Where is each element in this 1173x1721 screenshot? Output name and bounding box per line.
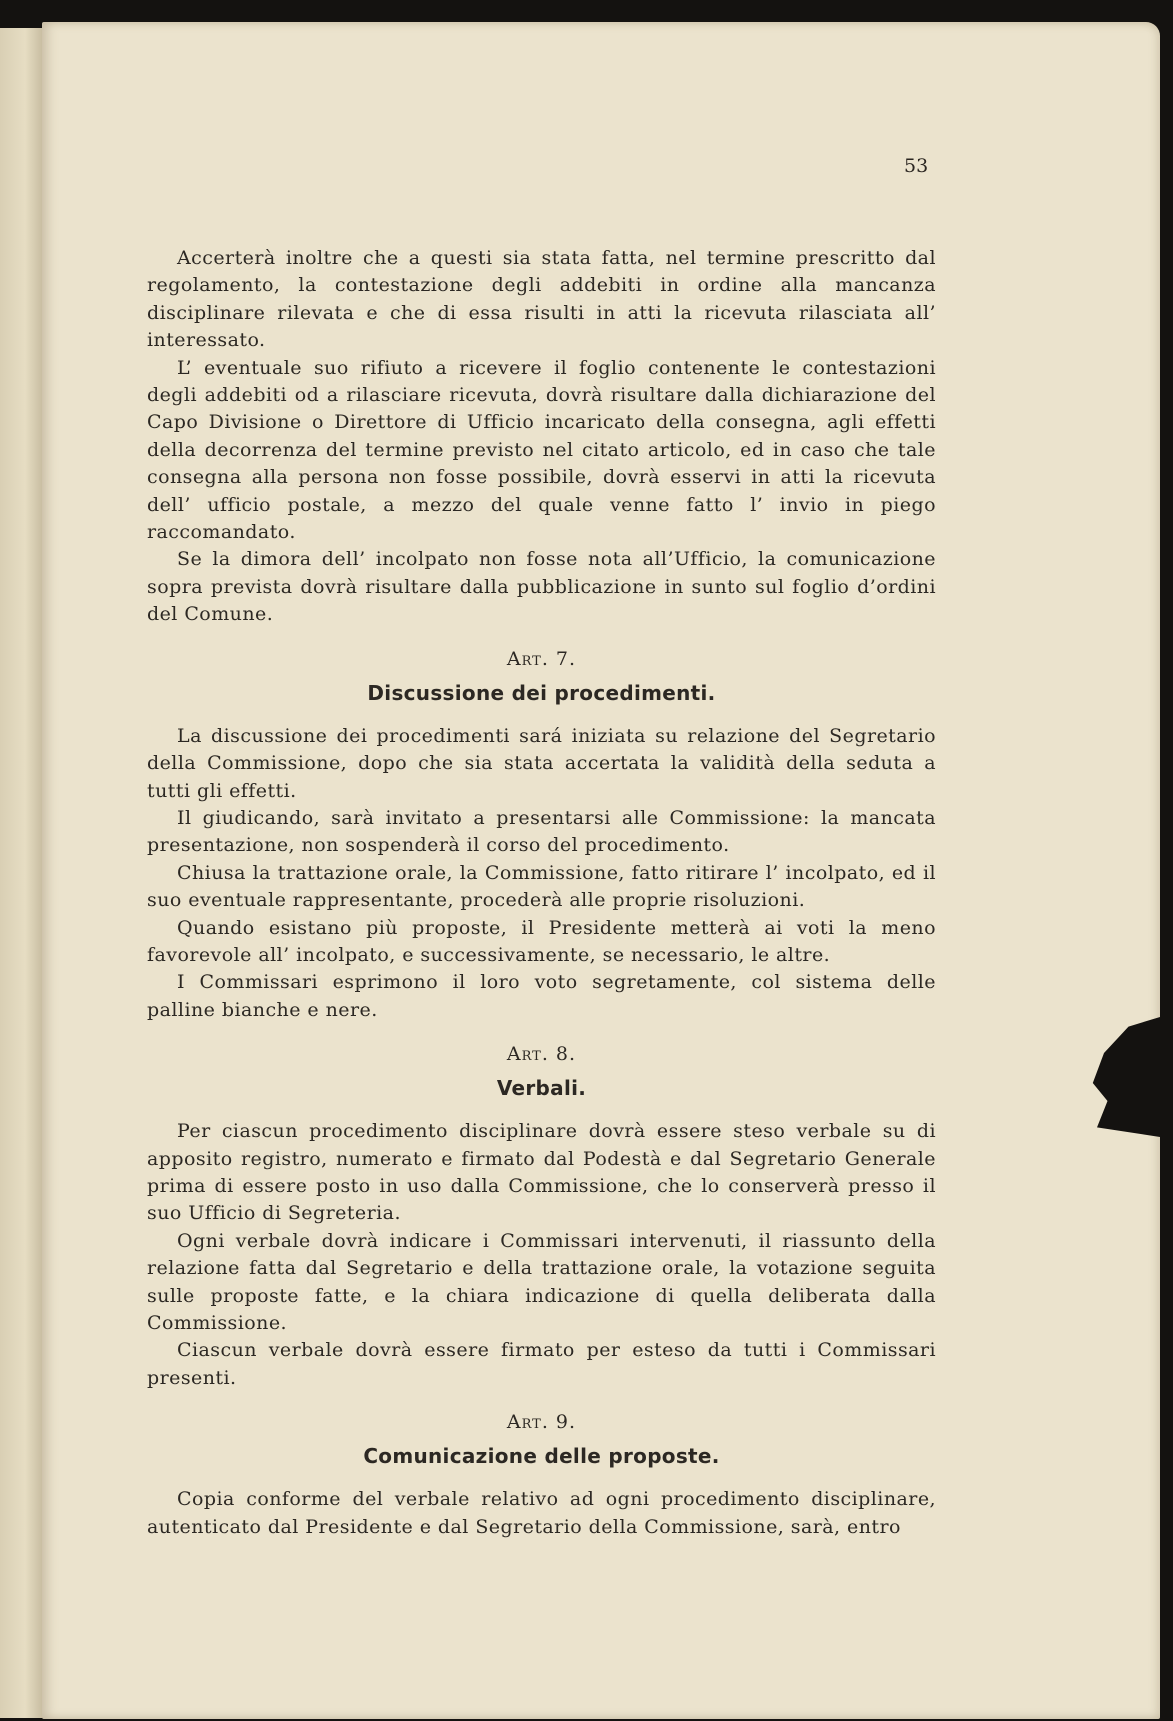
paragraph: I Commissari esprimono il loro voto segretamente, col sistema delle palline bianche e nere. [147,971,936,1021]
torn-page-edge [1090,1017,1160,1137]
paragraph: Per ciascun procedimento disciplinare dovrà essere steso verbale su di apposito registro, numerato e firmato dal Podestà e dal Segretario Generale prima di essere posto in uso dalla Commissione, che lo conserverà presso il suo Ufficio di Segreteria. [147,1120,936,1225]
article-number: Art. 7. [506,647,577,670]
page-number: 53 [904,155,929,177]
paragraph: Accerterà inoltre che a questi sia stata fatta, nel termine prescritto dal regolamento, la contestazione degli addebiti in ordine alla mancanza disciplinare rilevata e che di essa risulti in atti la ricevuta rilasciata all’ interessato. [147,247,936,352]
paragraph: L’ eventuale suo rifiuto a ricevere il foglio contenente le contestazioni degli addebiti od a rilasciare ricevuta, dovrà risultare dalla dichiarazione del Capo Divisione o Direttore di Ufficio incaricato della consegna, agli effetti della decorrenza del termine previsto nel citato articolo, ed in caso che tale consegna alla persona non fosse possibile, dovrà esservi in atti la ricevuta dell’ ufficio postale, a mezzo del quale venne fatto l’ invio in piego raccomandato. [147,356,936,544]
paragraph: Il giudicando, sarà invitato a presentarsi alle Commissione: la mancata presentazione, non sospenderà il corso del procedimento. [147,806,936,857]
document-body [147,245,936,1541]
article-title: Discussione dei procedimenti. [367,680,716,705]
article-number: Art. 8. [506,1043,577,1066]
paragraph: Se la dimora dell’ incolpato non fosse nota all’Ufficio, la comunicazione sopra prevista dovrà risultare dalla pubblicazione in sunto sul foglio d’ordini del Comune. [147,548,936,626]
paragraph: Quando esistano più proposte, il Presidente metterà ai voti la meno favorevole all’ incolpato, e successivamente, se necessario, le altre. [147,916,936,966]
article-title: Comunicazione delle proposte. [363,1444,720,1469]
paragraph: Ciascun verbale dovrà essere firmato per esteso da tutti i Commissari presenti. [147,1339,936,1389]
paragraph: Copia conforme del verbale relativo ad ogni procedimento disciplinare, autenticato dal Presidente e dal Segretario della Commissione, sarà, entro [147,1488,936,1538]
article-number: Art. 9. [506,1411,577,1434]
paragraph: La discussione dei procedimenti sará iniziata su relazione del Segretario della Commissione, dopo che sia stata accertata la validità della seduta a tutti gli effetti. [147,724,936,802]
paragraph: Ogni verbale dovrà indicare i Commissari intervenuti, il riassunto della relazione fatta dal Segretario e della trattazione orale, la votazione seguita sulle proposte fatte, e la chiara indicazione di quella deliberata dalla Commissione. [147,1229,936,1334]
article-title: Verbali. [496,1076,587,1101]
paragraph: Chiusa la trattazione orale, la Commissione, fatto ritirare l’ incolpato, ed il suo eventuale rappresentante, procederà alle proprie risoluzioni. [147,861,936,912]
previous-page-edge [0,28,43,1718]
